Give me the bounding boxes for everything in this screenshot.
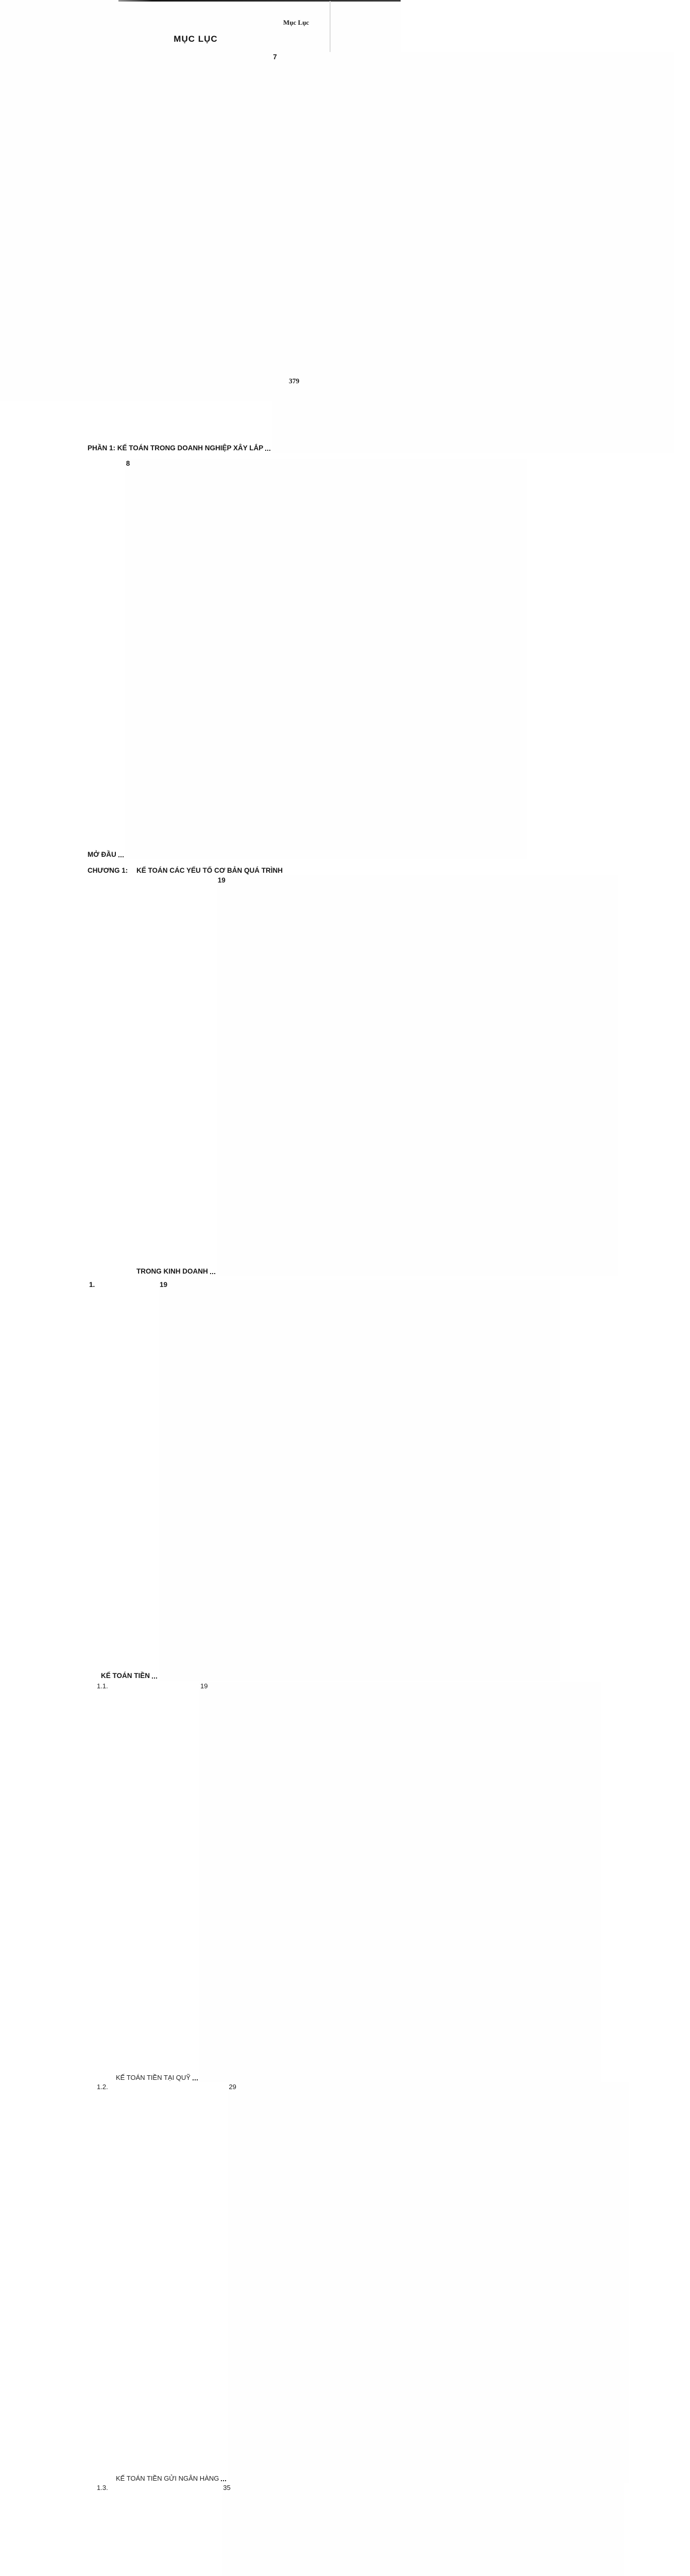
toc-entry xyxy=(88,459,304,859)
toc-entry-text: KẾ TOÁN TIỀN TẠI QUỸ xyxy=(116,2073,191,2081)
toc-page-number: 7 xyxy=(272,52,674,453)
toc-entry-body xyxy=(116,2483,304,2576)
toc-entry-number: 1. xyxy=(89,1281,95,1289)
toc-page-number: 35 xyxy=(222,2483,624,2576)
toc-page-number: 8 xyxy=(125,459,527,859)
toc-page-number: 19 xyxy=(217,875,618,1276)
running-head: Mục Lục xyxy=(283,19,309,26)
toc-entry-body xyxy=(116,2082,304,2483)
toc-entry-text: KẾ TOÁN TIỀN xyxy=(101,1672,150,1680)
toc-content xyxy=(88,34,304,2576)
toc-entry-line xyxy=(88,52,304,453)
toc-entry xyxy=(88,2483,304,2576)
toc-entry xyxy=(88,2082,304,2483)
toc-entry-text: PHẦN 1: KẾ TOÁN TRONG DOANH NGHIỆP XÂY LẮP xyxy=(88,444,264,452)
toc-dotted-leader xyxy=(210,1273,215,1274)
toc-entry-line xyxy=(136,875,304,1276)
toc-dotted-leader xyxy=(265,450,270,451)
toc-entry-line xyxy=(88,459,304,859)
photo-top-edge xyxy=(118,0,401,2)
toc-dotted-leader xyxy=(221,2480,226,2481)
page-title: MỤC LỤC xyxy=(174,34,218,44)
toc-entry-text: TRONG KINH DOANH xyxy=(136,1267,208,1275)
toc-entry-line xyxy=(101,1280,304,1681)
toc-entry xyxy=(88,1280,304,1681)
toc-page-number: 19 xyxy=(159,1280,560,1681)
toc-page-number: 29 xyxy=(228,2082,629,2483)
toc-entry-text: KẾ TOÁN CÁC YẾU TỐ CƠ BẢN QUÁ TRÌNH xyxy=(136,867,283,874)
toc-dotted-leader xyxy=(152,1677,157,1679)
toc-entry-number: 1.3. xyxy=(97,2484,108,2492)
toc-entry xyxy=(88,866,304,1276)
toc-dotted-leader xyxy=(193,2079,198,2080)
toc-entry-body xyxy=(116,1682,304,2082)
page-number: 379 xyxy=(289,377,300,385)
toc-entry-line xyxy=(116,2483,304,2576)
toc-entry-line xyxy=(116,2082,304,2483)
toc-entry xyxy=(88,1682,304,2082)
toc-entries xyxy=(88,52,304,2576)
toc-entry-line xyxy=(116,1682,304,2082)
toc-entry xyxy=(88,52,304,453)
toc-page-number: 19 xyxy=(199,1682,601,2082)
toc-entry-body xyxy=(101,1280,304,1681)
toc-entry-number: 1.2. xyxy=(97,2083,108,2091)
toc-entry-body xyxy=(136,866,304,1276)
toc-entry-text: KẾ TOÁN TIỀN GỬI NGÂN HÀNG xyxy=(116,2474,219,2482)
toc-entry-number: 1.1. xyxy=(97,1682,108,1690)
toc-entry-number: CHƯƠNG 1: xyxy=(88,867,128,874)
toc-dotted-leader xyxy=(118,856,124,857)
toc-entry-text: MỞ ĐẦU xyxy=(88,851,116,858)
toc-entry-body xyxy=(88,52,304,453)
toc-entry-body xyxy=(88,459,304,859)
